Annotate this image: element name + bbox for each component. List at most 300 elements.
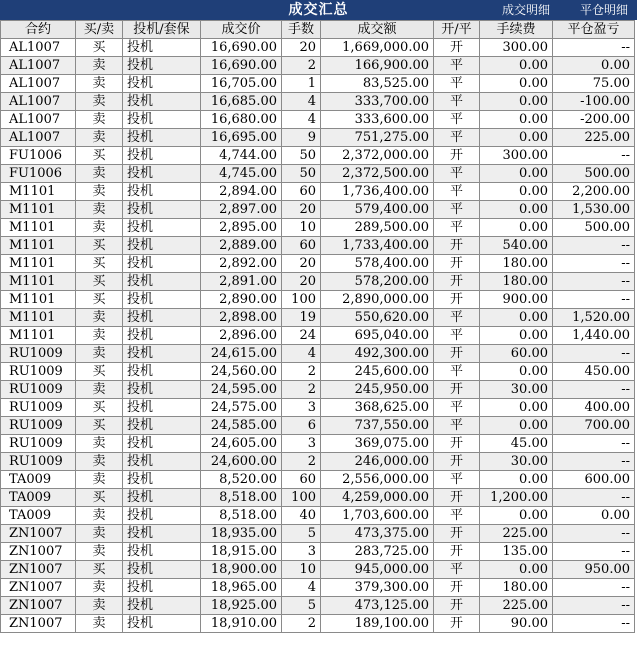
spec-hedge-cell: 投机 <box>123 363 201 381</box>
spec-hedge-cell: 投机 <box>123 381 201 399</box>
contract-cell: M1101 <box>1 309 76 327</box>
table-row <box>1 255 635 273</box>
lots-cell: 3 <box>282 399 321 417</box>
close-pnl-cell: -- <box>553 255 635 273</box>
turnover-cell: 189,100.00 <box>321 615 434 633</box>
lots-cell: 20 <box>282 39 321 57</box>
turnover-cell: 245,600.00 <box>321 363 434 381</box>
buy-sell-cell: 卖 <box>76 381 123 399</box>
open-close-cell: 开 <box>434 453 480 471</box>
turnover-cell: 368,625.00 <box>321 399 434 417</box>
spec-hedge-cell: 投机 <box>123 543 201 561</box>
close-pnl-cell: 1,530.00 <box>553 201 635 219</box>
turnover-cell: 4,259,000.00 <box>321 489 434 507</box>
spec-hedge-cell: 投机 <box>123 129 201 147</box>
close-pnl-cell: 950.00 <box>553 561 635 579</box>
table-row <box>1 75 635 93</box>
col-header-close-pnl: 平仓盈亏 <box>553 21 635 39</box>
buy-sell-cell: 卖 <box>76 57 123 75</box>
table-row <box>1 507 635 525</box>
contract-cell: M1101 <box>1 327 76 345</box>
close-pnl-cell: -- <box>553 525 635 543</box>
spec-hedge-cell: 投机 <box>123 417 201 435</box>
price-cell: 24,595.00 <box>201 381 282 399</box>
open-close-cell: 平 <box>434 363 480 381</box>
open-close-cell: 开 <box>434 381 480 399</box>
contract-cell: RU1009 <box>1 381 76 399</box>
lots-cell: 5 <box>282 597 321 615</box>
open-close-cell: 平 <box>434 93 480 111</box>
close-pnl-cell: -- <box>553 291 635 309</box>
fee-cell: 90.00 <box>480 615 553 633</box>
price-cell: 24,615.00 <box>201 345 282 363</box>
spec-hedge-cell: 投机 <box>123 237 201 255</box>
price-cell: 16,680.00 <box>201 111 282 129</box>
close-pnl-cell: 0.00 <box>553 57 635 75</box>
turnover-cell: 2,372,500.00 <box>321 165 434 183</box>
price-cell: 18,935.00 <box>201 525 282 543</box>
turnover-cell: 1,733,400.00 <box>321 237 434 255</box>
table-row <box>1 363 635 381</box>
price-cell: 18,965.00 <box>201 579 282 597</box>
open-close-cell: 平 <box>434 165 480 183</box>
fee-cell: 180.00 <box>480 579 553 597</box>
contract-cell: AL1007 <box>1 111 76 129</box>
spec-hedge-cell: 投机 <box>123 165 201 183</box>
price-cell: 16,690.00 <box>201 39 282 57</box>
contract-cell: RU1009 <box>1 399 76 417</box>
fee-cell: 180.00 <box>480 273 553 291</box>
close-pnl-cell: 700.00 <box>553 417 635 435</box>
close-pnl-cell: -- <box>553 273 635 291</box>
buy-sell-cell: 买 <box>76 255 123 273</box>
spec-hedge-cell: 投机 <box>123 597 201 615</box>
open-close-cell: 平 <box>434 219 480 237</box>
open-close-cell: 开 <box>434 615 480 633</box>
price-cell: 2,895.00 <box>201 219 282 237</box>
fee-cell: 0.00 <box>480 417 553 435</box>
open-close-cell: 平 <box>434 399 480 417</box>
fee-cell: 0.00 <box>480 471 553 489</box>
spec-hedge-cell: 投机 <box>123 291 201 309</box>
lots-cell: 5 <box>282 525 321 543</box>
spec-hedge-cell: 投机 <box>123 525 201 543</box>
table-row <box>1 381 635 399</box>
lots-cell: 3 <box>282 435 321 453</box>
open-close-cell: 平 <box>434 183 480 201</box>
close-pnl-cell: -100.00 <box>553 93 635 111</box>
close-pnl-cell: -- <box>553 345 635 363</box>
open-close-cell: 平 <box>434 417 480 435</box>
lots-cell: 9 <box>282 129 321 147</box>
table-row <box>1 183 635 201</box>
price-cell: 16,690.00 <box>201 57 282 75</box>
table-row <box>1 327 635 345</box>
close-pnl-cell: 1,440.00 <box>553 327 635 345</box>
price-cell: 24,600.00 <box>201 453 282 471</box>
col-header-lots: 手数 <box>282 21 321 39</box>
contract-cell: RU1009 <box>1 435 76 453</box>
contract-cell: M1101 <box>1 237 76 255</box>
price-cell: 2,892.00 <box>201 255 282 273</box>
fee-cell: 0.00 <box>480 165 553 183</box>
price-cell: 8,520.00 <box>201 471 282 489</box>
open-close-cell: 平 <box>434 111 480 129</box>
table-row <box>1 57 635 75</box>
price-cell: 8,518.00 <box>201 507 282 525</box>
contract-cell: M1101 <box>1 291 76 309</box>
open-close-cell: 开 <box>434 291 480 309</box>
price-cell: 16,705.00 <box>201 75 282 93</box>
price-cell: 2,891.00 <box>201 273 282 291</box>
tab-close-detail[interactable]: 平仓明细 <box>580 3 629 17</box>
table-row <box>1 435 635 453</box>
open-close-cell: 开 <box>434 147 480 165</box>
lots-cell: 60 <box>282 183 321 201</box>
table-row <box>1 39 635 57</box>
buy-sell-cell: 卖 <box>76 219 123 237</box>
fee-cell: 0.00 <box>480 399 553 417</box>
table-row <box>1 525 635 543</box>
fee-cell: 300.00 <box>480 147 553 165</box>
col-header-contract: 合约 <box>1 21 76 39</box>
contract-cell: RU1009 <box>1 345 76 363</box>
fee-cell: 60.00 <box>480 345 553 363</box>
turnover-cell: 550,620.00 <box>321 309 434 327</box>
price-cell: 4,745.00 <box>201 165 282 183</box>
buy-sell-cell: 卖 <box>76 309 123 327</box>
price-cell: 24,605.00 <box>201 435 282 453</box>
close-pnl-cell: -- <box>553 453 635 471</box>
spec-hedge-cell: 投机 <box>123 147 201 165</box>
fee-cell: 540.00 <box>480 237 553 255</box>
spec-hedge-cell: 投机 <box>123 57 201 75</box>
buy-sell-cell: 卖 <box>76 543 123 561</box>
col-header-fee: 手续费 <box>480 21 553 39</box>
fee-cell: 45.00 <box>480 435 553 453</box>
buy-sell-cell: 买 <box>76 417 123 435</box>
spec-hedge-cell: 投机 <box>123 111 201 129</box>
lots-cell: 3 <box>282 543 321 561</box>
contract-cell: AL1007 <box>1 39 76 57</box>
fee-cell: 30.00 <box>480 381 553 399</box>
fee-cell: 180.00 <box>480 255 553 273</box>
buy-sell-cell: 买 <box>76 273 123 291</box>
buy-sell-cell: 买 <box>76 291 123 309</box>
turnover-cell: 578,400.00 <box>321 255 434 273</box>
turnover-cell: 578,200.00 <box>321 273 434 291</box>
turnover-cell: 695,040.00 <box>321 327 434 345</box>
close-pnl-cell: -- <box>553 147 635 165</box>
price-cell: 2,896.00 <box>201 327 282 345</box>
price-cell: 4,744.00 <box>201 147 282 165</box>
table-header-row <box>1 21 635 39</box>
buy-sell-cell: 卖 <box>76 75 123 93</box>
lots-cell: 60 <box>282 471 321 489</box>
lots-cell: 50 <box>282 165 321 183</box>
lots-cell: 60 <box>282 237 321 255</box>
fee-cell: 135.00 <box>480 543 553 561</box>
open-close-cell: 平 <box>434 201 480 219</box>
spec-hedge-cell: 投机 <box>123 489 201 507</box>
contract-cell: AL1007 <box>1 75 76 93</box>
contract-cell: RU1009 <box>1 363 76 381</box>
buy-sell-cell: 卖 <box>76 345 123 363</box>
price-cell: 18,900.00 <box>201 561 282 579</box>
buy-sell-cell: 卖 <box>76 201 123 219</box>
buy-sell-cell: 买 <box>76 147 123 165</box>
contract-cell: RU1009 <box>1 453 76 471</box>
contract-cell: RU1009 <box>1 417 76 435</box>
spec-hedge-cell: 投机 <box>123 255 201 273</box>
turnover-cell: 2,372,000.00 <box>321 147 434 165</box>
spec-hedge-cell: 投机 <box>123 615 201 633</box>
table-row <box>1 399 635 417</box>
fee-cell: 0.00 <box>480 93 553 111</box>
contract-cell: ZN1007 <box>1 597 76 615</box>
buy-sell-cell: 卖 <box>76 183 123 201</box>
turnover-cell: 473,125.00 <box>321 597 434 615</box>
table-row <box>1 165 635 183</box>
table-row <box>1 111 635 129</box>
fee-cell: 0.00 <box>480 75 553 93</box>
lots-cell: 4 <box>282 93 321 111</box>
turnover-cell: 283,725.00 <box>321 543 434 561</box>
fee-cell: 225.00 <box>480 597 553 615</box>
price-cell: 8,518.00 <box>201 489 282 507</box>
buy-sell-cell: 买 <box>76 39 123 57</box>
fee-cell: 0.00 <box>480 561 553 579</box>
contract-cell: AL1007 <box>1 57 76 75</box>
turnover-cell: 751,275.00 <box>321 129 434 147</box>
buy-sell-cell: 卖 <box>76 525 123 543</box>
open-close-cell: 平 <box>434 327 480 345</box>
close-pnl-cell: 600.00 <box>553 471 635 489</box>
price-cell: 24,585.00 <box>201 417 282 435</box>
page-title: 成交汇总 <box>288 2 349 18</box>
lots-cell: 100 <box>282 291 321 309</box>
buy-sell-cell: 卖 <box>76 597 123 615</box>
table-row <box>1 615 635 633</box>
contract-cell: ZN1007 <box>1 525 76 543</box>
price-cell: 16,685.00 <box>201 93 282 111</box>
price-cell: 18,915.00 <box>201 543 282 561</box>
contract-cell: M1101 <box>1 201 76 219</box>
spec-hedge-cell: 投机 <box>123 93 201 111</box>
spec-hedge-cell: 投机 <box>123 75 201 93</box>
spec-hedge-cell: 投机 <box>123 183 201 201</box>
open-close-cell: 开 <box>434 273 480 291</box>
table-row <box>1 417 635 435</box>
col-header-turnover: 成交额 <box>321 21 434 39</box>
lots-cell: 2 <box>282 363 321 381</box>
buy-sell-cell: 买 <box>76 237 123 255</box>
buy-sell-cell: 买 <box>76 399 123 417</box>
turnover-cell: 2,556,000.00 <box>321 471 434 489</box>
turnover-cell: 333,700.00 <box>321 93 434 111</box>
fee-cell: 0.00 <box>480 363 553 381</box>
spec-hedge-cell: 投机 <box>123 561 201 579</box>
buy-sell-cell: 卖 <box>76 165 123 183</box>
open-close-cell: 平 <box>434 75 480 93</box>
close-pnl-cell: -- <box>553 615 635 633</box>
buy-sell-cell: 卖 <box>76 129 123 147</box>
turnover-cell: 492,300.00 <box>321 345 434 363</box>
table-row <box>1 201 635 219</box>
open-close-cell: 开 <box>434 39 480 57</box>
open-close-cell: 开 <box>434 525 480 543</box>
close-pnl-cell: 1,520.00 <box>553 309 635 327</box>
fee-cell: 0.00 <box>480 183 553 201</box>
spec-hedge-cell: 投机 <box>123 435 201 453</box>
table-row <box>1 453 635 471</box>
close-pnl-cell: 500.00 <box>553 219 635 237</box>
price-cell: 2,894.00 <box>201 183 282 201</box>
spec-hedge-cell: 投机 <box>123 471 201 489</box>
spec-hedge-cell: 投机 <box>123 579 201 597</box>
lots-cell: 40 <box>282 507 321 525</box>
turnover-cell: 945,000.00 <box>321 561 434 579</box>
close-pnl-cell: 225.00 <box>553 129 635 147</box>
open-close-cell: 开 <box>434 255 480 273</box>
fee-cell: 0.00 <box>480 111 553 129</box>
lots-cell: 4 <box>282 345 321 363</box>
turnover-cell: 245,950.00 <box>321 381 434 399</box>
turnover-cell: 1,703,600.00 <box>321 507 434 525</box>
col-header-buy-sell: 买/卖 <box>76 21 123 39</box>
fee-cell: 0.00 <box>480 219 553 237</box>
lots-cell: 2 <box>282 381 321 399</box>
open-close-cell: 开 <box>434 345 480 363</box>
close-pnl-cell: 500.00 <box>553 165 635 183</box>
table-row <box>1 561 635 579</box>
contract-cell: M1101 <box>1 183 76 201</box>
table-row <box>1 291 635 309</box>
lots-cell: 24 <box>282 327 321 345</box>
spec-hedge-cell: 投机 <box>123 219 201 237</box>
open-close-cell: 平 <box>434 507 480 525</box>
contract-cell: ZN1007 <box>1 579 76 597</box>
lots-cell: 50 <box>282 147 321 165</box>
open-close-cell: 开 <box>434 543 480 561</box>
fee-cell: 300.00 <box>480 39 553 57</box>
spec-hedge-cell: 投机 <box>123 327 201 345</box>
turnover-cell: 2,890,000.00 <box>321 291 434 309</box>
lots-cell: 6 <box>282 417 321 435</box>
fee-cell: 225.00 <box>480 525 553 543</box>
open-close-cell: 平 <box>434 471 480 489</box>
open-close-cell: 开 <box>434 579 480 597</box>
buy-sell-cell: 买 <box>76 363 123 381</box>
buy-sell-cell: 买 <box>76 561 123 579</box>
spec-hedge-cell: 投机 <box>123 201 201 219</box>
turnover-cell: 1,736,400.00 <box>321 183 434 201</box>
buy-sell-cell: 卖 <box>76 93 123 111</box>
table-row <box>1 129 635 147</box>
spec-hedge-cell: 投机 <box>123 507 201 525</box>
fee-cell: 1,200.00 <box>480 489 553 507</box>
lots-cell: 1 <box>282 75 321 93</box>
turnover-cell: 737,550.00 <box>321 417 434 435</box>
open-close-cell: 平 <box>434 561 480 579</box>
contract-cell: ZN1007 <box>1 561 76 579</box>
turnover-cell: 579,400.00 <box>321 201 434 219</box>
close-pnl-cell: -- <box>553 543 635 561</box>
table-row <box>1 309 635 327</box>
open-close-cell: 平 <box>434 57 480 75</box>
close-pnl-cell: -- <box>553 435 635 453</box>
tab-trade-detail[interactable]: 成交明细 <box>502 3 551 17</box>
trade-summary-table <box>0 20 635 633</box>
contract-cell: M1101 <box>1 255 76 273</box>
price-cell: 24,575.00 <box>201 399 282 417</box>
turnover-cell: 83,525.00 <box>321 75 434 93</box>
close-pnl-cell: 2,200.00 <box>553 183 635 201</box>
buy-sell-cell: 卖 <box>76 471 123 489</box>
table-row <box>1 543 635 561</box>
fee-cell: 30.00 <box>480 453 553 471</box>
contract-cell: M1101 <box>1 273 76 291</box>
turnover-cell: 289,500.00 <box>321 219 434 237</box>
table-row <box>1 345 635 363</box>
turnover-cell: 246,000.00 <box>321 453 434 471</box>
buy-sell-cell: 卖 <box>76 111 123 129</box>
lots-cell: 4 <box>282 111 321 129</box>
turnover-cell: 369,075.00 <box>321 435 434 453</box>
price-cell: 2,889.00 <box>201 237 282 255</box>
price-cell: 2,898.00 <box>201 309 282 327</box>
contract-cell: TA009 <box>1 507 76 525</box>
open-close-cell: 开 <box>434 237 480 255</box>
fee-cell: 0.00 <box>480 327 553 345</box>
table-row <box>1 579 635 597</box>
spec-hedge-cell: 投机 <box>123 39 201 57</box>
contract-cell: FU1006 <box>1 147 76 165</box>
close-pnl-cell: -- <box>553 489 635 507</box>
close-pnl-cell: 450.00 <box>553 363 635 381</box>
close-pnl-cell: 0.00 <box>553 507 635 525</box>
open-close-cell: 平 <box>434 309 480 327</box>
turnover-cell: 333,600.00 <box>321 111 434 129</box>
contract-cell: AL1007 <box>1 129 76 147</box>
close-pnl-cell: -200.00 <box>553 111 635 129</box>
price-cell: 18,925.00 <box>201 597 282 615</box>
contract-cell: ZN1007 <box>1 615 76 633</box>
lots-cell: 4 <box>282 579 321 597</box>
price-cell: 18,910.00 <box>201 615 282 633</box>
open-close-cell: 开 <box>434 435 480 453</box>
fee-cell: 0.00 <box>480 201 553 219</box>
contract-cell: AL1007 <box>1 93 76 111</box>
lots-cell: 20 <box>282 201 321 219</box>
spec-hedge-cell: 投机 <box>123 273 201 291</box>
col-header-price: 成交价 <box>201 21 282 39</box>
col-header-spec-hedge: 投机/套保 <box>123 21 201 39</box>
buy-sell-cell: 卖 <box>76 435 123 453</box>
buy-sell-cell: 卖 <box>76 579 123 597</box>
lots-cell: 10 <box>282 219 321 237</box>
table-row <box>1 219 635 237</box>
table-row <box>1 597 635 615</box>
open-close-cell: 平 <box>434 129 480 147</box>
buy-sell-cell: 卖 <box>76 507 123 525</box>
price-cell: 24,560.00 <box>201 363 282 381</box>
contract-cell: ZN1007 <box>1 543 76 561</box>
fee-cell: 900.00 <box>480 291 553 309</box>
contract-cell: TA009 <box>1 489 76 507</box>
contract-cell: M1101 <box>1 219 76 237</box>
close-pnl-cell: 75.00 <box>553 75 635 93</box>
